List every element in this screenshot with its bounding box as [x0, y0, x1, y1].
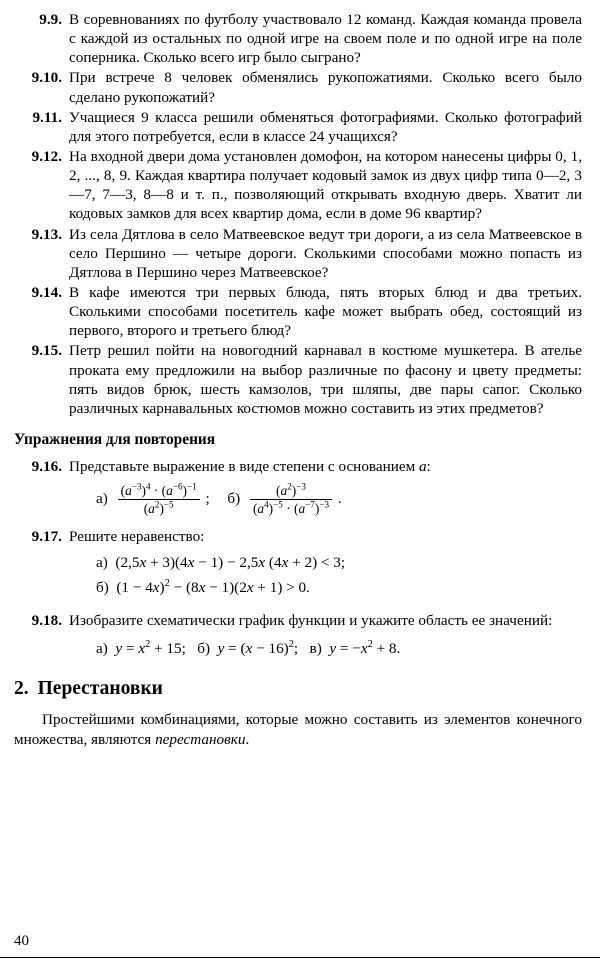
exercise-number: 9.9.: [39, 11, 62, 28]
exercise-9-9: [14, 10, 582, 67]
exercise-text: На входной двери дома установлен домофон, на котором нанесены цифры 0, 1, 2, ..., 8, 9. Каждая квартира получает кодовый замок из двух цифр типа 0—2, 3—7, 7—3, 8—8 и т. п., позволяющий открывать входную дверь. Хватит ли кодовых замков для всех квартир дома, если в доме 96 квартир?: [69, 147, 582, 223]
exercise-9-16: [14, 457, 582, 516]
fraction-denominator: $(a^4)^{-5} \cdot (a^{-7})^{-3}$: [252, 499, 330, 517]
review-heading: Упражнения для повторения: [14, 430, 216, 448]
exercise-text: В кафе имеются три первых блюда, пять вторых блюд и два третьих. Сколькими способами посетитель кафе может выбрать обед, состоящий из первого, второго и третьего блюд?: [69, 283, 582, 340]
intro-period: .: [245, 730, 250, 748]
exercise-9-15: [14, 341, 582, 418]
fraction-denominator: $(a^2)^{-5}$: [143, 499, 174, 517]
exercise-number: 9.12.: [31, 147, 62, 165]
footer-rule: [0, 957, 600, 958]
exercise-number: 9.13.: [31, 225, 62, 243]
exercise-number: 9.15.: [31, 342, 62, 360]
equation-line-a: а) (2,5x + 3)(4x − 1) − 2,5x (4x + 2) < 3;: [96, 554, 346, 572]
chapter-intro-paragraph: [14, 710, 582, 750]
exercise-prompt: Изобразите схематически график функции и укажите область ее значений:: [69, 611, 553, 629]
fraction-a: [118, 483, 200, 516]
exercise-text: [69, 611, 582, 661]
exercise-prompt: Решите неравенство:: [69, 528, 205, 546]
intro-text: [14, 710, 582, 750]
item-label-b: б): [227, 490, 241, 508]
exercise-number: 9.14.: [31, 283, 62, 301]
exercise-text: Петр решил пойти на новогодний карнавал в костюме мушкетера. В ателье проката ему предложили на выбор различные по фасону и цвету предметы: пять видов брюк, шесть камзолов, три шляпы, две пары сапог. Сколько различных карнавальных костюмов можно составить из этих предметов?: [69, 342, 582, 417]
variable-a: a: [419, 457, 427, 475]
equation-line: а) $y = x^2 + 15$; б) $y = (x - 16)^2$; в) $y = -x^2 + 8$.: [96, 638, 401, 657]
exercise-text: [69, 457, 582, 516]
item-label-a: а): [96, 490, 108, 508]
exercise-9-11: [14, 108, 582, 146]
exercise-9-18: [14, 611, 582, 661]
formula-row-9-16: [69, 483, 582, 516]
exercise-number: 9.16.: [31, 457, 62, 475]
period: .: [337, 490, 342, 508]
fraction-numerator: $(a^{-3})^4 \cdot (a^{-6})^{-1}$: [118, 483, 200, 500]
exercise-number: 9.17.: [31, 528, 62, 546]
exercise-9-13: [14, 225, 582, 282]
exercise-9-14: [14, 283, 582, 340]
exercise-number: 9.18.: [31, 611, 62, 629]
fraction-numerator: $(a^2)^{-3}$: [250, 483, 332, 500]
fraction-b: [250, 483, 332, 516]
exercise-9-12: [14, 147, 582, 224]
chapter-heading: [14, 678, 582, 700]
exercise-text: В соревнованиях по футболу участвовало 12 команд. Каждая команда провела с каждой из остальных по одной игре на своем поле и по одной игре на поле соперника. Сколько всего игр было сыграно?: [69, 11, 582, 67]
exercise-number: 9.10.: [31, 69, 62, 87]
page-number: 40: [14, 933, 29, 949]
term-perestanovki: перестановки: [155, 730, 246, 748]
chapter-number: 2.: [14, 677, 29, 699]
exercise-9-17: [14, 527, 582, 600]
colon: :: [426, 457, 431, 475]
intro-text-part1: Простейшими комбинациями, которые можно составить из элементов конечного множества, являются: [14, 710, 582, 748]
semicolon: ;: [205, 490, 210, 508]
chapter-title: Перестановки: [37, 677, 163, 699]
equation-line-b: б) $(1 - 4x)^2 - (8x - 1)(2x + 1) > 0$.: [96, 577, 310, 597]
exercise-text: [69, 527, 582, 600]
exercise-text: При встрече 8 человек обменялись рукопожатиями. Сколько всего было сделано рукопожатий?: [69, 69, 582, 106]
exercise-text: Учащиеся 9 класса решили обменяться фотографиями. Сколько фотографий для этого потребуется, если в классе 24 учащихся?: [69, 108, 582, 145]
exercise-text: Из села Дятлова в село Матвеевское ведут три дороги, а из села Матвеевское в село Першино — четыре дороги. Сколькими способами можно попасть из Дятлова в Першино через Матвеевское?: [69, 225, 582, 281]
exercise-prompt: Представьте выражение в виде степени с основанием: [69, 457, 416, 475]
exercise-number: 9.11.: [32, 108, 62, 126]
exercise-9-10: [14, 68, 582, 106]
